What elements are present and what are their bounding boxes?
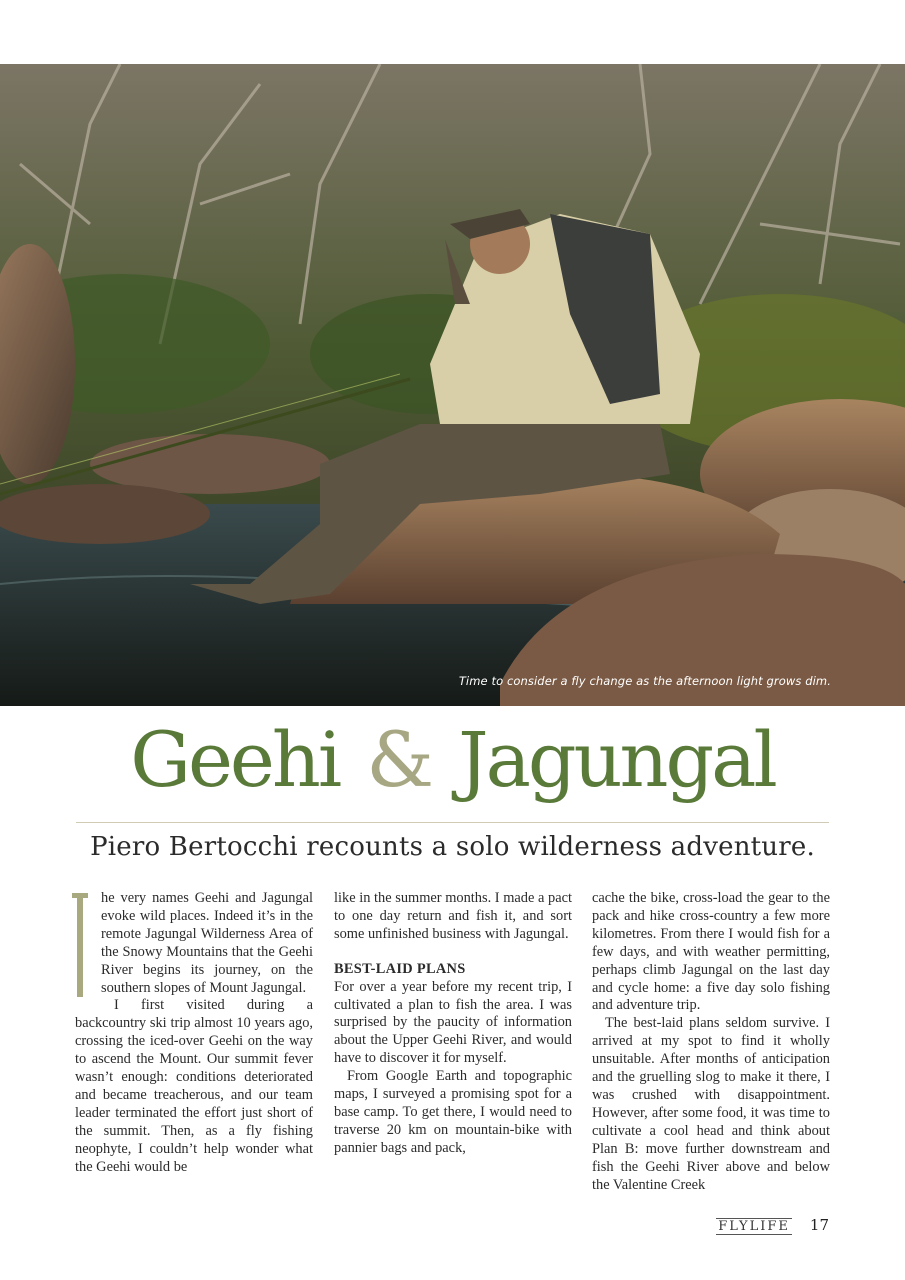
drop-cap [75, 893, 87, 1001]
title-part-1: Geehi [130, 715, 340, 804]
text-column-1 [75, 890, 313, 1177]
text-column-3 [592, 890, 830, 1194]
article-title [0, 715, 905, 804]
hero-photo [0, 64, 905, 706]
section-heading: BEST-LAID PLANS [334, 960, 466, 977]
title-divider [76, 822, 829, 823]
page-footer [716, 1216, 829, 1235]
title-ampersand: & [366, 715, 431, 804]
angler-photo-illustration [0, 64, 905, 706]
paragraph-1-text: he very names Geehi and Jagungal evoke wild places. Indeed it’s in the remote Jagungal Wilderness Area of the Snowy Mountains that the Geehi River begins its journey, on the southern slopes of Mount Jagungal. [101, 890, 313, 996]
paragraph-4: For over a year before my recent trip, I cultivated a plan to fish the area. I was surprised by the paucity of information about the Upper Geehi River, and would have to discover it for myself. [334, 978, 572, 1067]
page-number: 17 [809, 1216, 829, 1234]
title-part-2: Jagungal [458, 715, 775, 804]
article-subtitle: Piero Bertocchi recounts a solo wilderness adventure. [90, 832, 815, 862]
magazine-name: FLYLIFE [718, 1219, 790, 1234]
paragraph-6: cache the bike, cross-load the gear to the pack and hike cross-country a few more kilometres. From there I would fish for a few days, and with weather permitting, perhaps climb Jagungal on the last day and cycle home: a five day solo fishing and adventure trip. [592, 890, 830, 1014]
paragraph-5: From Google Earth and topographic maps, I surveyed a promising spot for a base camp. To get there, I would need to traverse 20 km on mountain-bike with pannier bags and pack, [334, 1068, 572, 1156]
photo-caption: Time to consider a fly change as the afternoon light grows dim. [458, 674, 831, 688]
paragraph-1 [75, 890, 313, 997]
paragraph-2: I first visited during a backcountry ski trip almost 10 years ago, crossing the iced-over Geehi on the way to ascend the Mount. Our summit fever wasn’t enough: conditions deteriorated and became treacherous, and our team leader terminated the effort just short of the summit. Then, as a fly fishing neophyte, I couldn’t help wonder what the Geehi would be [75, 997, 313, 1175]
text-column-2 [334, 890, 572, 1158]
paragraph-7: The best-laid plans seldom survive. I arrived at my spot to find it wholly unsuitable. After months of anticipation and the gruelling slog to make it there, I was crushed with disappointment. However, after some food, it was time to cultivate a cool head and think about Plan B: move further downstream and fish the Geehi River above and below the Valentine Creek [592, 1015, 830, 1193]
paragraph-3: like in the summer months. I made a pact to one day return and fish it, and sort some unfinished business with Jagungal. [334, 890, 572, 942]
